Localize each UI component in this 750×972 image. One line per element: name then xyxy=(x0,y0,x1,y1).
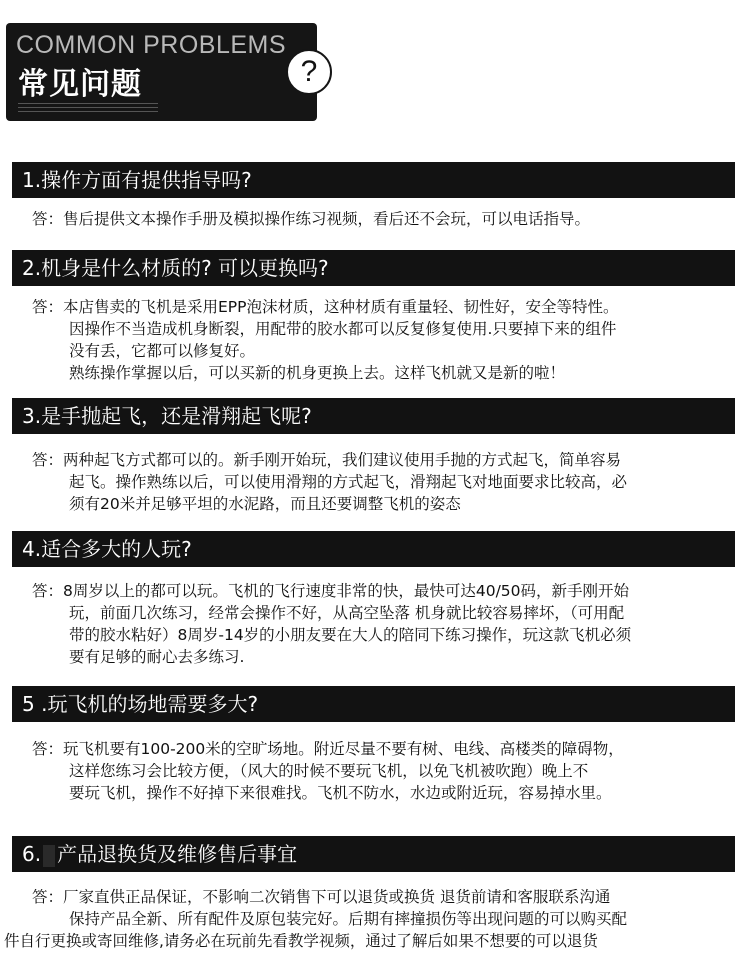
question-mark-icon: ? xyxy=(286,49,332,95)
answer-line: 起飞。操作熟练以后，可以使用滑翔的方式起飞，滑翔起飞对地面要求比较高，必 xyxy=(69,473,628,491)
faq-answer-2 xyxy=(32,296,732,384)
answer-line: 没有丢，它都可以修复好。 xyxy=(69,342,256,360)
answer-line: 须有20米并足够平坦的水泥路，而且还要调整飞机的姿态 xyxy=(69,495,461,513)
faq-question-6 xyxy=(12,836,735,872)
faq-question-5: 5 .玩飞机的场地需要多大? xyxy=(12,686,735,722)
answer-line: 要玩飞机，操作不好掉下来很难找。飞机不防水，水边或附近玩，容易掉水里。 xyxy=(69,784,612,802)
answer-line: 答：厂家直供正品保证，不影响二次销售下可以退货或换货 退货前请和客服联系沟通 xyxy=(32,888,611,906)
answer-line: 保持产品全新、所有配件及原包装完好。后期有摔撞损伤等出现问题的可以购买配 xyxy=(69,910,628,928)
answer-line: 要有足够的耐心去多练习. xyxy=(69,648,245,666)
redacted-block xyxy=(43,845,55,867)
answer-line: 带的胶水粘好）8周岁-14岁的小朋友要在大人的陪同下练习操作，玩这款飞机必须 xyxy=(69,626,632,644)
answer-line: 答：售后提供文本操作手册及模拟操作练习视频，看后还不会玩，可以电话指导。 xyxy=(32,210,591,228)
faq-answer-1 xyxy=(32,208,732,230)
faq-answer-4 xyxy=(32,580,732,668)
faq-question-4: 4.适合多大的人玩? xyxy=(12,531,735,567)
faq-question-2: 2.机身是什么材质的? 可以更换吗? xyxy=(12,250,735,286)
answer-line: 这样您练习会比较方便，（风大的时候不要玩飞机，以免飞机被吹跑）晚上不 xyxy=(69,762,589,780)
faq-answer-5 xyxy=(32,738,732,804)
question-number: 6. xyxy=(22,842,42,866)
answer-line: 因操作不当造成机身断裂，用配带的胶水都可以反复修复使用.只要掉下来的组件 xyxy=(69,320,617,338)
answer-line: 熟练操作掌握以后，可以买新的机身更换上去。这样飞机就又是新的啦！ xyxy=(69,364,566,382)
answer-line: 答：本店售卖的飞机是采用EPP泡沫材质，这种材质有重量轻、韧性好，安全等特性。 xyxy=(32,298,619,316)
header-decorative-lines xyxy=(18,103,158,113)
answer-line: 玩，前面几次练习，经常会操作不好，从高空坠落 机身就比较容易摔坏，（可用配 xyxy=(69,604,625,622)
answer-line: 件自行更换或寄回维修,请务必在玩前先看教学视频，通过了解后如果不想要的可以退货 xyxy=(4,932,598,950)
header-title-cn: 常见问题 xyxy=(18,67,142,102)
header-title-en: COMMON PROBLEMS xyxy=(16,31,287,59)
answer-line: 答：两种起飞方式都可以的。新手刚开始玩，我们建议使用手抛的方式起飞，简单容易 xyxy=(32,451,622,469)
faq-answer-3 xyxy=(32,449,732,515)
header-badge xyxy=(6,23,317,121)
answer-line: 答：8周岁以上的都可以玩。飞机的飞行速度非常的快，最快可达40/50码，新手刚开始 xyxy=(32,582,630,600)
faq-question-3: 3.是手抛起飞，还是滑翔起飞呢? xyxy=(12,398,735,434)
question-text: 产品退换货及维修售后事宜 xyxy=(57,842,298,866)
answer-line: 答：玩飞机要有100-200米的空旷场地。附近尽量不要有树、电线、高楼类的障碍物， xyxy=(32,740,624,758)
faq-answer-6 xyxy=(4,886,732,952)
faq-question-1: 1.操作方面有提供指导吗? xyxy=(12,162,735,198)
